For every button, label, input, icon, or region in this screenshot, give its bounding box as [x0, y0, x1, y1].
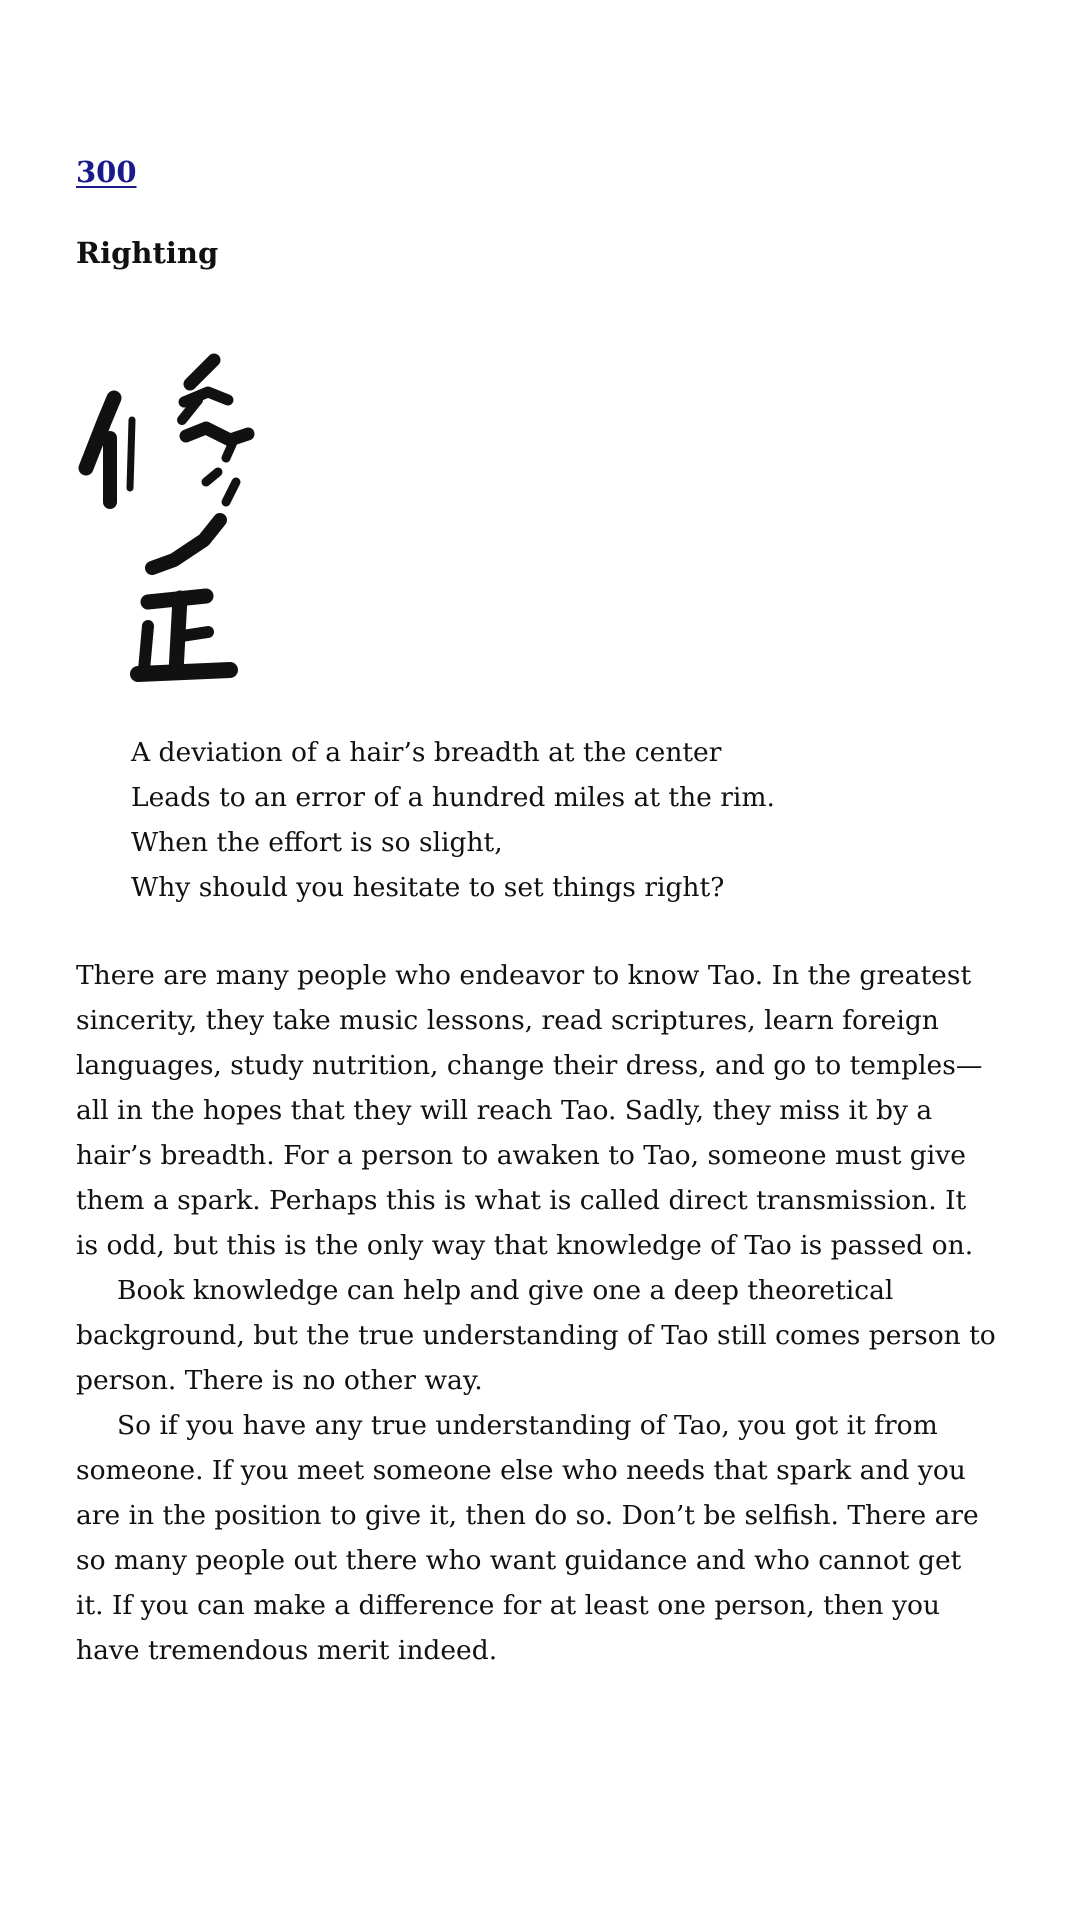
verse-block — [131, 730, 991, 910]
chapter-title: Righting — [76, 236, 219, 270]
commentary-paragraph: Book knowledge can help and give one a deep theoretical background, but the true understanding of Tao still comes person to person. There is no other way. — [76, 1275, 996, 1396]
verse-line: A deviation of a hair’s breadth at the center — [131, 737, 722, 768]
verse-line: When the effort is so slight, — [131, 827, 503, 858]
verse-line: Leads to an error of a hundred miles at the rim. — [131, 782, 775, 813]
commentary-paragraph: So if you have any true understanding of Tao, you got it from someone. If you meet someone else who needs that spark and you are in the position to give it, then do so. Don’t be selfish. There are so many people out there who want guidance and who cannot get it. If you can make a difference for at least one person, then you have tremendous merit indeed. — [76, 1410, 979, 1666]
commentary-paragraph: There are many people who endeavor to know Tao. In the greatest sincerity, they take music lessons, read scriptures, learn foreign languages, study nutrition, change their dress, and go to temples—all in the hopes that they will reach Tao. Sadly, they miss it by a hair’s breadth. For a person to awaken to Tao, someone must give them a spark. Perhaps this is what is called direct transmission. It is odd, but this is the only way that knowledge of Tao is passed on. — [76, 960, 983, 1261]
verse-line: Why should you hesitate to set things right? — [131, 872, 725, 903]
commentary — [76, 953, 996, 1673]
page-number-link[interactable]: 300 — [76, 155, 137, 189]
calligraphy-image — [76, 340, 276, 700]
